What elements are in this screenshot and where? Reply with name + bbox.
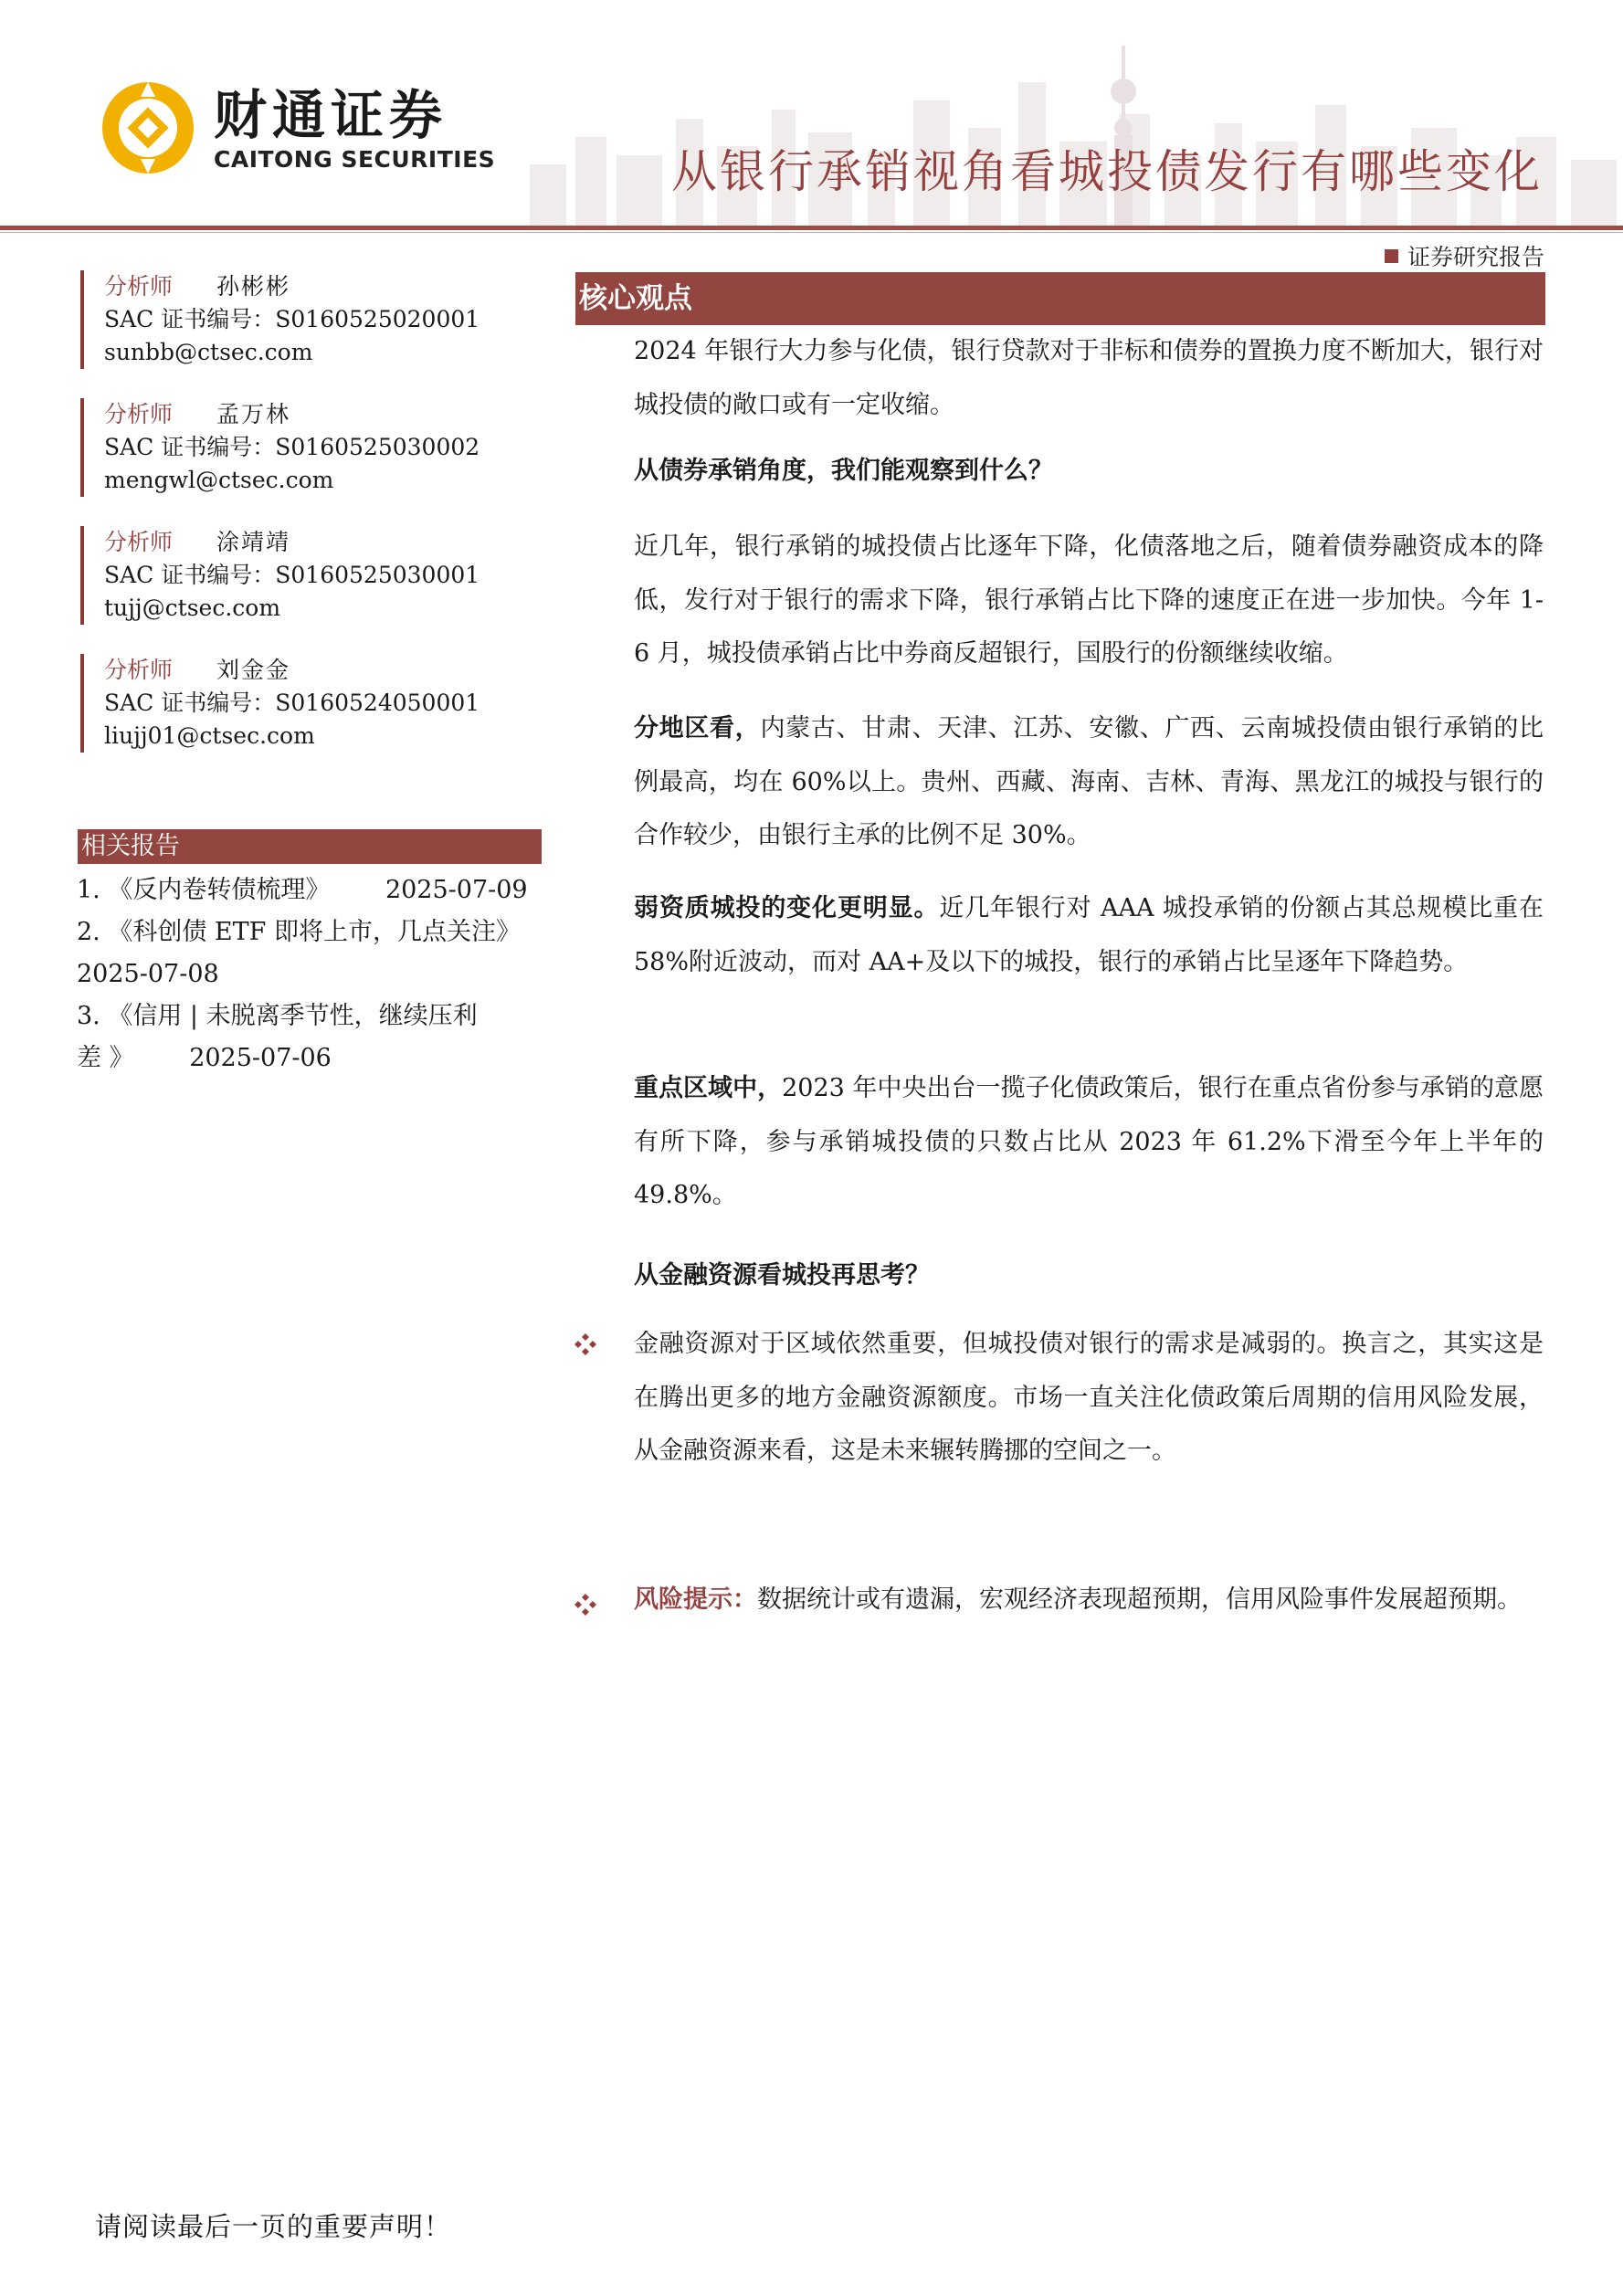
related-report-title: 1. 《反内卷转债梳理》 <box>77 876 331 904</box>
diamond-bullet-icon <box>574 1332 597 1356</box>
related-reports-title: 相关报告 <box>78 829 542 864</box>
analyst-name: 孙彬彬 <box>216 273 291 300</box>
related-reports-list <box>77 869 552 1080</box>
related-report-title: 2. 《科创债 ETF 即将上市，几点关注》 <box>77 918 521 946</box>
logo-chinese-name: 财通证券 <box>214 84 448 146</box>
report-type-text: 证券研究报告 <box>1407 244 1544 270</box>
square-bullet-icon <box>1385 249 1398 263</box>
diamond-bullet-icon <box>574 1593 597 1617</box>
analyst-name: 孟万林 <box>216 401 291 427</box>
risk-text: 数据统计或有遗漏，宏观经济表现超预期，信用风险事件发展超预期。 <box>757 1585 1522 1614</box>
section-heading: 从债券承销角度，我们能观察到什么？ <box>634 457 1053 485</box>
section-heading: 从金融资源看城投再思考？ <box>634 1261 930 1290</box>
related-report-title: 3. 《信用 | 未脱离季节性，继续压利 <box>77 1002 478 1030</box>
caitong-coin-logo-icon <box>100 80 195 175</box>
city-skyline-watermark <box>511 27 1623 230</box>
report-header <box>0 0 1623 270</box>
intro-paragraph: 2024 年银行大力参与化债，银行贷款对于非标和债券的置换力度不断加大，银行对城投债的敞口或有一定收缩。 <box>634 337 1544 419</box>
body-paragraph: 近几年，银行承销的城投债占比逐年下降，化债落地之后，随着债券融资成本的降低，发行对于银行的需求下降，银行承销占比下降的速度正在进一步加快。今年 1-6 月，城投债承销占比中券商反超银行，国股行的份额继续收缩。 <box>634 532 1544 668</box>
header-divider-thin <box>0 232 1623 233</box>
analyst-card <box>80 398 524 497</box>
paragraph-body: 2023 年中央出台一揽子化债政策后，银行在重点省份参与承销的意愿有所下降，参与承销城投债的只数占比从 2023 年 61.2%下滑至今年上半年的 49.8%。 <box>634 1074 1544 1209</box>
company-logo <box>100 80 496 181</box>
analyst-role: 分析师 <box>104 657 174 683</box>
related-report-title-cont: 差 》 <box>77 1044 134 1072</box>
related-report-item[interactable] <box>77 995 552 1080</box>
analyst-role: 分析师 <box>104 529 174 555</box>
analyst-email[interactable]: tujj@ctsec.com <box>104 595 281 621</box>
analyst-email[interactable]: mengwl@ctsec.com <box>104 467 334 493</box>
report-type-label <box>1385 239 1544 272</box>
credit-quality-paragraph <box>634 882 1544 989</box>
analyst-name: 刘金金 <box>216 657 291 683</box>
paragraph-lead: 分地区看， <box>634 714 761 743</box>
paragraph-lead: 重点区域中， <box>634 1074 783 1102</box>
report-title: 从银行承销视角看城投债发行有哪些变化 <box>671 145 1543 198</box>
analyst-role: 分析师 <box>104 273 174 300</box>
analyst-sac: SAC 证书编号：S0160525030001 <box>104 562 480 588</box>
paragraph-body: 近几年银行对 AAA 城投承销的份额占其总规模比重在 58%附近波动，而对 AA+及以下的城投，银行的承销占比呈逐年下降趋势。 <box>634 894 1544 976</box>
logo-english-name: CAITONG SECURITIES <box>214 146 496 173</box>
core-views-title: 核心观点 <box>575 272 1545 325</box>
analyst-sac: SAC 证书编号：S0160525030002 <box>104 434 480 460</box>
related-report-item[interactable] <box>77 911 552 995</box>
risk-label: 风险提示： <box>634 1585 757 1614</box>
related-report-date: 2025-07-09 <box>385 876 528 904</box>
analyst-email[interactable]: sunbb@ctsec.com <box>104 339 313 365</box>
analyst-name: 涂靖靖 <box>216 529 291 555</box>
related-report-date: 2025-07-08 <box>77 960 219 988</box>
analyst-card <box>80 654 524 753</box>
key-region-paragraph <box>634 1062 1544 1223</box>
paragraph-lead: 弱资质城投的变化更明显。 <box>634 894 940 922</box>
header-divider <box>0 226 1623 230</box>
bullet-paragraph: 金融资源对于区域依然重要，但城投债对银行的需求是减弱的。换言之，其实这是在腾出更多的地方金融资源额度。市场一直关注化债政策后周期的信用风险发展，从金融资源来看，这是未来辗转腾挪的空间之一。 <box>634 1330 1544 1465</box>
analyst-email[interactable]: liujj01@ctsec.com <box>104 722 315 749</box>
region-paragraph <box>634 702 1544 863</box>
analyst-role: 分析师 <box>104 401 174 427</box>
risk-warning <box>634 1578 1544 1622</box>
analyst-card <box>80 526 524 625</box>
paragraph-body: 内蒙古、甘肃、天津、江苏、安徽、广西、云南城投债由银行承销的比例最高，均在 60%以上。贵州、西藏、海南、吉林、青海、黑龙江的城投与银行的合作较少，由银行主承的比例不足 30%。 <box>634 714 1544 849</box>
analyst-sac: SAC 证书编号：S0160525020001 <box>104 306 480 332</box>
footer-disclaimer-notice: 请阅读最后一页的重要声明！ <box>95 2211 452 2242</box>
analyst-card <box>80 270 524 369</box>
related-report-item[interactable] <box>77 869 552 911</box>
analyst-sac: SAC 证书编号：S0160524050001 <box>104 690 480 716</box>
related-report-date: 2025-07-06 <box>189 1044 332 1072</box>
